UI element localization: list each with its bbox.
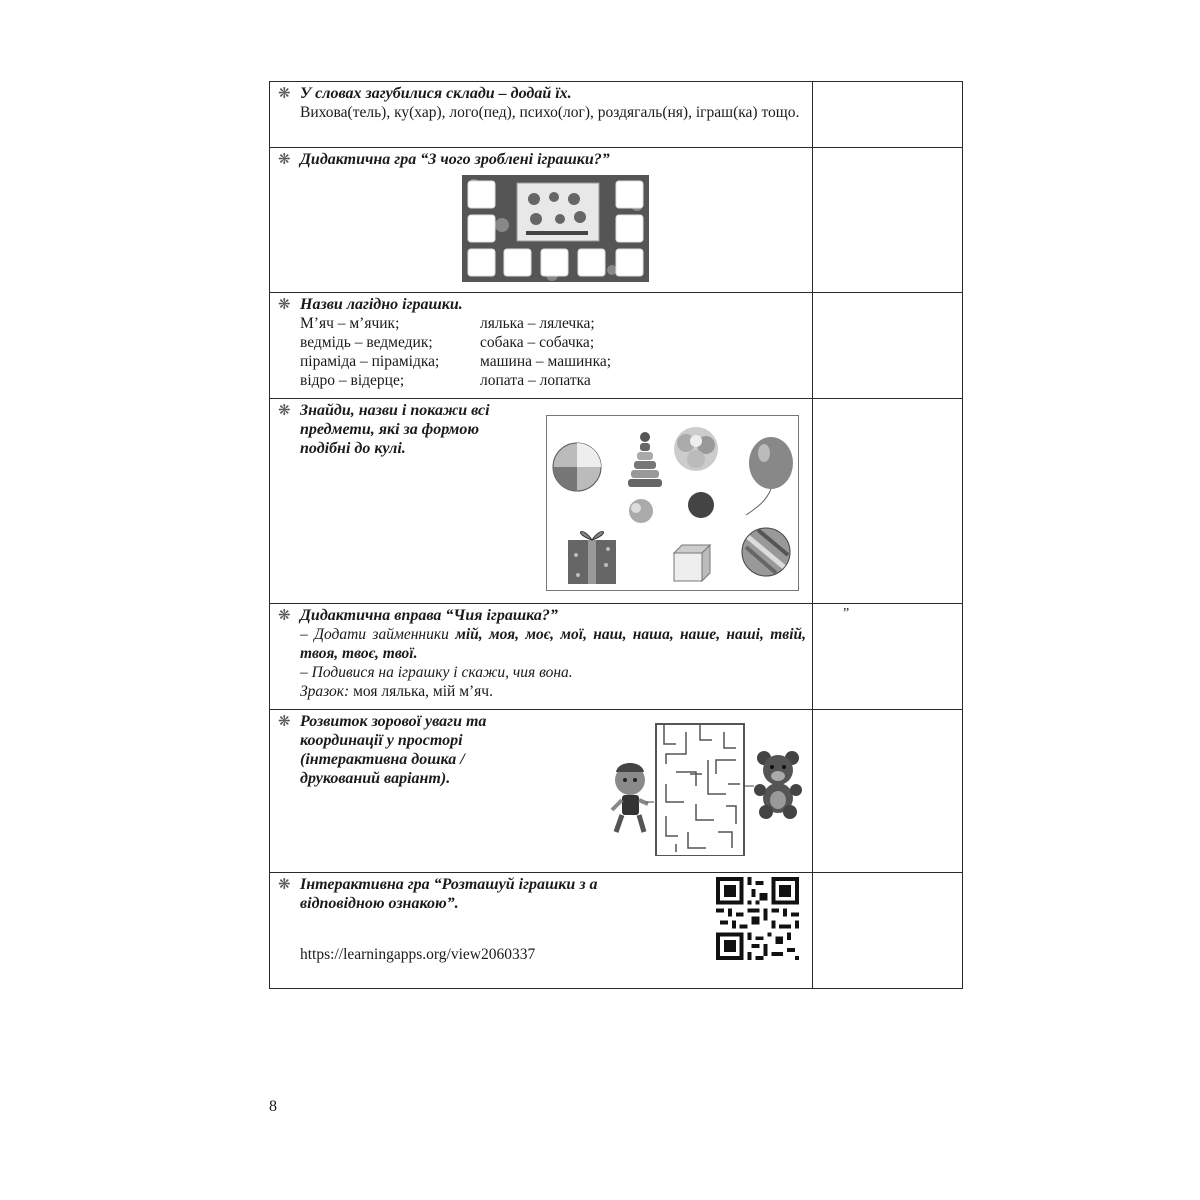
bullet-icon: ❋ bbox=[278, 877, 291, 893]
activity-title: Дидактична вправа “Чия іграшка?” bbox=[300, 607, 558, 624]
toy-materials-board-image bbox=[462, 175, 806, 282]
page-number: 8 bbox=[269, 1098, 277, 1115]
activity-title: Інтерактивна гра “Розташуй іграшки з а відповідною ознакою”. bbox=[300, 876, 598, 912]
notes-cell bbox=[813, 399, 963, 604]
notes-cell bbox=[813, 710, 963, 873]
activities-table bbox=[269, 81, 963, 989]
word-pair: ведмідь – ведмедик; bbox=[300, 334, 433, 351]
table-row bbox=[270, 604, 963, 710]
activity-body: Вихова(тель), ку(хар), лого(пед), психо(лог), роздягаль(ня), іграш(ка) тощо. bbox=[300, 104, 800, 121]
bullet-icon: ❋ bbox=[278, 152, 291, 168]
pronoun-lead: – Додати займенники bbox=[300, 626, 449, 643]
activity-title: Знайди, назви і покажи всі предмети, які за формою подібні до кулі. bbox=[300, 402, 490, 457]
bullet-icon: ❋ bbox=[278, 714, 291, 730]
notes-cell bbox=[813, 604, 963, 710]
sample-label: Зразок: bbox=[300, 683, 350, 700]
activity-cell bbox=[270, 604, 813, 710]
pronoun-line bbox=[300, 625, 806, 663]
activity-title: Розвиток зорової уваги та координації у просторі (інтерактивна дошка / друкований варіант). bbox=[300, 713, 487, 787]
bullet-icon: ❋ bbox=[278, 297, 291, 313]
word-pair: лялька – лялечка; bbox=[480, 315, 595, 332]
qr-code-icon[interactable] bbox=[716, 877, 799, 960]
word-pair: піраміда – пірамідка; bbox=[300, 353, 440, 370]
bullet-icon: ❋ bbox=[278, 403, 291, 419]
activity-title: Назви лагідно іграшки. bbox=[300, 296, 463, 313]
word-pair: відро – відерце; bbox=[300, 372, 405, 389]
table-row bbox=[270, 148, 963, 293]
instruction-line: – Подивися на іграшку і скажи, чия вона. bbox=[300, 664, 573, 681]
word-pair: собака – собачка; bbox=[480, 334, 595, 351]
table-row bbox=[270, 293, 963, 399]
activity-cell bbox=[270, 399, 813, 604]
bullet-icon: ❋ bbox=[278, 608, 291, 624]
word-pair: машина – машинка; bbox=[480, 353, 612, 370]
word-pairs-list bbox=[300, 314, 806, 390]
activity-cell bbox=[270, 293, 813, 399]
learningapps-link[interactable]: https://learningapps.org/view2060337 bbox=[300, 946, 536, 963]
activity-cell bbox=[270, 82, 813, 148]
table-row bbox=[270, 399, 963, 604]
activity-cell bbox=[270, 873, 813, 989]
sphere-objects-image bbox=[546, 415, 799, 591]
activity-cell bbox=[270, 148, 813, 293]
notes-cell bbox=[813, 82, 963, 148]
sample-line bbox=[300, 682, 806, 701]
table-row bbox=[270, 710, 963, 873]
notes-cell bbox=[813, 873, 963, 989]
activity-title: У словах загубилися склади – додай їх. bbox=[300, 85, 572, 102]
activity-title: Дидактична гра “З чого зроблені іграшки?” bbox=[300, 151, 610, 168]
bullet-icon: ❋ bbox=[278, 86, 291, 102]
table-row bbox=[270, 873, 963, 989]
activity-cell bbox=[270, 710, 813, 873]
word-pair: М’яч – м’ячик; bbox=[300, 315, 400, 332]
maze-boy-teddy-image bbox=[606, 722, 806, 856]
notes-cell bbox=[813, 148, 963, 293]
word-pair: лопата – лопатка bbox=[480, 372, 591, 389]
notes-cell bbox=[813, 293, 963, 399]
quote-mark: ” bbox=[843, 606, 850, 621]
pronoun-list: мій, моя, моє, мої, наш, наша, наше, наші, твій, твоя, твоє, твої. bbox=[300, 626, 807, 662]
sample-text: моя лялька, мій м’яч. bbox=[353, 683, 493, 700]
table-row bbox=[270, 82, 963, 148]
